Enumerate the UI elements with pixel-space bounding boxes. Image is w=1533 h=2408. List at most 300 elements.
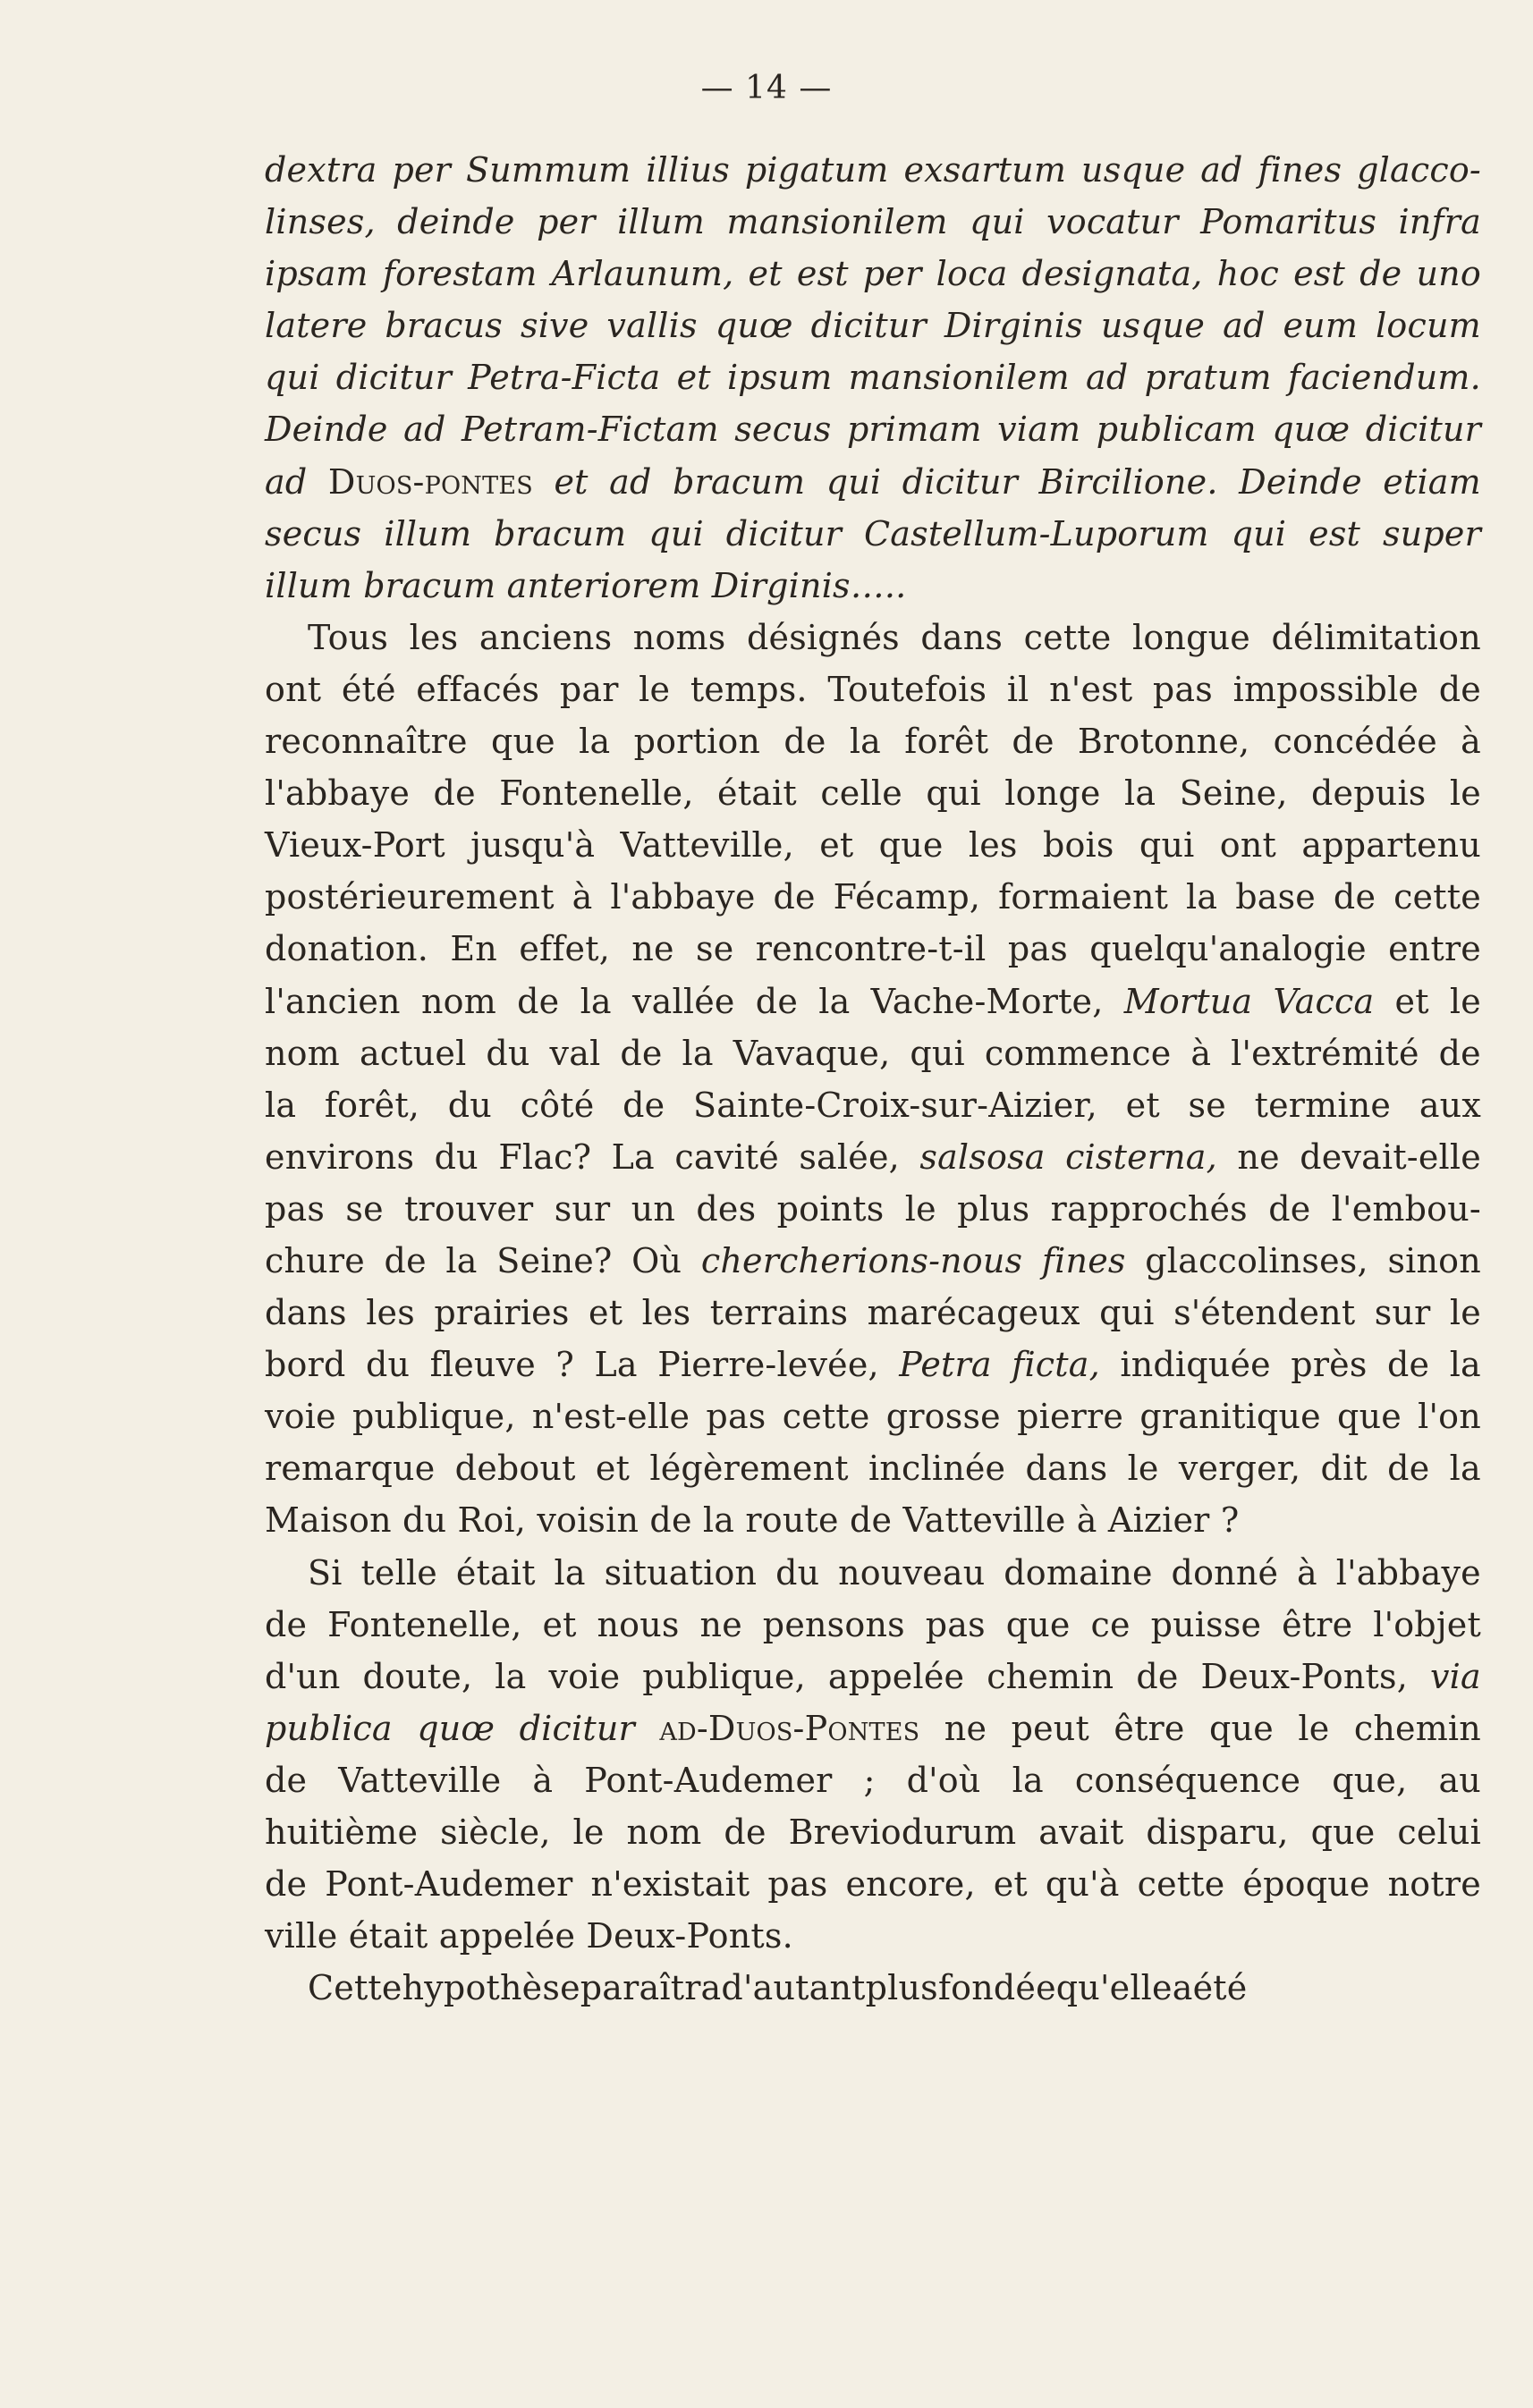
word: les: [968, 825, 1018, 866]
word: et: [676, 358, 711, 398]
word: Deux-Ponts,: [1200, 1656, 1408, 1696]
word: reconnaître: [265, 722, 468, 762]
word: pas: [265, 1188, 326, 1229]
word: faciendum.: [1287, 358, 1481, 398]
word: grosse: [885, 1397, 1001, 1437]
word: le: [1127, 1449, 1159, 1489]
word: salsosa: [919, 1136, 1046, 1177]
word: de: [1333, 877, 1376, 917]
word: de: [265, 1864, 308, 1905]
word: se: [345, 1188, 384, 1229]
word: pierre: [1017, 1397, 1124, 1437]
word: au: [1438, 1760, 1481, 1800]
word: dans: [265, 1293, 347, 1333]
word: trouver: [404, 1188, 534, 1229]
word: ont: [1219, 825, 1277, 866]
word: côté: [520, 1085, 595, 1125]
word: de: [265, 1760, 308, 1800]
word: était: [455, 1552, 536, 1593]
word: noms: [632, 617, 726, 657]
word: quœ: [417, 1708, 495, 1748]
word: dicitur: [810, 306, 927, 346]
word: est: [1293, 254, 1345, 294]
word: Deinde: [1239, 461, 1362, 502]
word: devait-elle: [1300, 1136, 1481, 1177]
word: ipsum: [726, 358, 833, 398]
word: de: [773, 877, 816, 917]
word: s'étendent: [1173, 1293, 1356, 1333]
word: et: [748, 254, 783, 294]
word: Tous: [308, 617, 389, 657]
word: secus: [265, 513, 362, 553]
word: paraîtra: [580, 1968, 722, 2008]
word: le: [1449, 773, 1481, 814]
word: l'objet: [1373, 1604, 1481, 1644]
word: dans: [1025, 1449, 1108, 1489]
word: ne: [944, 1708, 987, 1748]
word: et: [542, 1604, 577, 1644]
word: ce: [1090, 1604, 1131, 1644]
word: dicitur: [1365, 410, 1481, 450]
word: par: [559, 669, 619, 709]
word: Breviodurum: [788, 1812, 1017, 1852]
word: l'ancien: [265, 981, 401, 1021]
word: de: [1387, 1449, 1430, 1489]
word: publica: [265, 1708, 393, 1748]
word: fleuve: [429, 1345, 536, 1385]
word: Petra-Ficta: [468, 358, 661, 398]
word: debout: [454, 1449, 576, 1489]
text-line: [265, 150, 1481, 202]
word: formaient: [998, 877, 1169, 917]
word: publicam: [1096, 410, 1257, 450]
word: notre: [1387, 1864, 1481, 1905]
word: loca: [936, 254, 1008, 294]
word: la: [1124, 773, 1156, 814]
word: portion: [633, 722, 761, 762]
word: et: [554, 461, 589, 502]
word: la: [818, 981, 851, 1021]
word: voie: [265, 1397, 336, 1437]
word: du: [486, 1033, 530, 1073]
word: dit: [1320, 1449, 1368, 1489]
word: Summum: [465, 150, 631, 190]
word: Cette: [308, 1968, 402, 2008]
word: le: [1449, 1293, 1481, 1333]
word: deinde: [397, 202, 515, 242]
text-line: [265, 982, 1481, 1034]
word: Castellum-Luporum: [864, 513, 1209, 553]
word: avait: [1038, 1812, 1124, 1852]
word: commence: [984, 1033, 1172, 1073]
word: dextra: [265, 150, 377, 190]
word: à: [1461, 722, 1481, 762]
word: pensons: [762, 1604, 905, 1644]
word: cette: [1137, 1864, 1225, 1905]
word: jusqu'à: [470, 825, 596, 866]
text-line: [265, 410, 1481, 461]
text-line: [265, 1812, 1481, 1864]
word: Pont-Audemer: [584, 1760, 833, 1800]
text-line: [265, 254, 1481, 306]
text-line: [265, 1968, 1481, 2020]
text-line: [265, 358, 1481, 410]
word: chemin: [1353, 1708, 1481, 1748]
word: Pierre-levée,: [657, 1345, 879, 1385]
word: bracum: [494, 513, 627, 553]
word: Vatteville: [338, 1760, 502, 1800]
word: longue: [1131, 617, 1250, 657]
word: nouveau: [838, 1552, 986, 1593]
text-line: [265, 773, 1481, 825]
word: Seine,: [1179, 773, 1288, 814]
word: val: [549, 1033, 601, 1073]
word: usque: [1081, 150, 1186, 190]
text-line: [265, 1397, 1481, 1449]
word: est: [796, 254, 849, 294]
text-line: [265, 202, 1481, 254]
word: bois: [1042, 825, 1114, 866]
word: vallée: [631, 981, 735, 1021]
word: forestam: [382, 254, 538, 294]
word: a: [1172, 1968, 1193, 2008]
word: Fontenelle,: [327, 1604, 522, 1644]
word: et: [595, 1449, 631, 1489]
word: nous: [597, 1604, 680, 1644]
word: glaccolinses,: [1145, 1240, 1368, 1280]
word: inclinée: [868, 1449, 1006, 1489]
word: Vache-Morte,: [870, 981, 1104, 1021]
word: sinon: [1387, 1240, 1481, 1280]
word: ad: [1223, 306, 1266, 346]
word: la: [849, 722, 882, 762]
word: effacés: [416, 669, 540, 709]
word: anciens: [479, 617, 613, 657]
word: ne: [631, 929, 674, 969]
word: rencontre-t-il: [755, 929, 987, 969]
text-line: [265, 877, 1481, 929]
word: que: [1337, 1397, 1402, 1437]
word: le: [572, 1812, 605, 1852]
word: qui: [1139, 825, 1195, 866]
text-line: [265, 1293, 1481, 1345]
word: Fécamp,: [833, 877, 981, 917]
word: pas: [767, 1864, 828, 1905]
word: temps.: [690, 669, 808, 709]
word: fines: [1258, 150, 1342, 190]
word: et: [1125, 1085, 1160, 1125]
text-line: [265, 1553, 1481, 1605]
word: forêt: [904, 722, 989, 762]
word: chemin: [987, 1656, 1114, 1696]
word: des: [696, 1188, 757, 1229]
word: la: [1012, 1760, 1044, 1800]
word: que: [1005, 1604, 1071, 1644]
word: postérieurement: [265, 877, 555, 917]
word: latere: [265, 306, 368, 346]
word: désignés: [747, 617, 900, 657]
word: été: [1192, 1968, 1248, 2008]
word: de: [1438, 1033, 1481, 1073]
word: domaine: [1004, 1552, 1153, 1593]
text-line: [265, 1761, 1481, 1812]
word: aux: [1419, 1085, 1481, 1125]
word: entre: [1388, 929, 1481, 969]
word: quœ: [715, 306, 793, 346]
word: de: [1268, 1188, 1311, 1229]
word: siècle,: [440, 1812, 551, 1852]
word: Maison du Roi, voisin de la route de Vatteville à Aizier ?: [265, 1500, 1240, 1541]
word: n'est: [1049, 669, 1133, 709]
text-line: [265, 462, 1481, 514]
word: qui: [648, 513, 704, 553]
word: pas: [1152, 669, 1213, 709]
word: ad: [403, 410, 446, 450]
word: remarque: [265, 1449, 436, 1489]
word: d'un: [265, 1656, 341, 1696]
word: ad: [265, 461, 308, 502]
word: cisterna,: [1065, 1136, 1217, 1177]
word: délimitation: [1271, 617, 1481, 657]
word: qui: [1231, 513, 1287, 553]
word: bracus: [385, 306, 504, 346]
word: disparu,: [1146, 1812, 1289, 1852]
word: nom: [265, 1033, 340, 1073]
text-line: [265, 1345, 1481, 1397]
word: l'extrémité: [1231, 1033, 1419, 1073]
word: le: [1449, 981, 1481, 1021]
word: de: [783, 722, 826, 762]
word: longe: [1004, 773, 1101, 814]
word: qui: [826, 461, 882, 502]
word: indiquée: [1120, 1345, 1271, 1385]
word: publique,: [642, 1656, 806, 1696]
word: de: [1387, 1345, 1430, 1385]
word: verger,: [1178, 1449, 1301, 1489]
word: de: [623, 1085, 665, 1125]
word: bracum: [673, 461, 806, 502]
word: cavité: [674, 1136, 779, 1177]
word: doute,: [362, 1656, 473, 1696]
word: les: [641, 1293, 691, 1333]
word: plus: [957, 1188, 1030, 1229]
word: hoc: [1216, 254, 1279, 294]
word: appartenu: [1301, 825, 1481, 866]
text-line: [265, 1034, 1481, 1086]
word: super: [1382, 513, 1481, 553]
word: usque: [1100, 306, 1206, 346]
word: Brotonne,: [1077, 722, 1250, 762]
word: ne: [1237, 1136, 1280, 1177]
page-number: — 14 —: [700, 70, 833, 106]
word: quelqu'analogie: [1089, 929, 1367, 969]
word: qu'elle: [1055, 1968, 1173, 2008]
word: la: [495, 1656, 527, 1696]
word: du: [434, 1136, 479, 1177]
word: qui: [970, 202, 1025, 242]
word: à: [572, 877, 593, 917]
word: quœ: [1272, 410, 1351, 450]
word: Deinde: [265, 410, 388, 450]
word: il: [1006, 669, 1029, 709]
word: dicitur: [725, 513, 843, 553]
word: et: [819, 825, 854, 866]
word: Si: [308, 1552, 343, 1593]
word: ficta,: [1012, 1345, 1100, 1385]
word: hypothèse: [402, 1968, 580, 2008]
word: dicitur: [902, 461, 1019, 502]
word: termine: [1254, 1085, 1392, 1125]
word: de: [1012, 722, 1054, 762]
word: de: [265, 1604, 308, 1644]
word: n'existait: [590, 1864, 750, 1905]
text-line: [265, 825, 1481, 877]
word: pas: [925, 1604, 986, 1644]
word: de: [755, 981, 799, 1021]
word: cette: [782, 1397, 870, 1437]
word: du: [447, 1085, 492, 1125]
word: Mortua: [1123, 981, 1253, 1021]
text-line: [265, 1086, 1481, 1137]
word: Pomaritus: [1200, 202, 1377, 242]
word: qui: [926, 773, 981, 814]
word: époque: [1242, 1864, 1370, 1905]
word: glacco-: [1357, 150, 1481, 190]
word: dicitur: [519, 1708, 635, 1748]
word: illius: [646, 150, 730, 190]
word: telle: [360, 1552, 437, 1593]
word: per: [862, 254, 922, 294]
word: forêt,: [324, 1085, 420, 1125]
word: secus: [734, 410, 832, 450]
word: Où: [631, 1240, 682, 1280]
text-line: [265, 1709, 1481, 1761]
word: pas: [706, 1397, 766, 1437]
word: et: [1394, 981, 1429, 1021]
word: de: [1359, 254, 1402, 294]
word: linses,: [265, 202, 376, 242]
word: voie: [548, 1656, 621, 1696]
word: Vieux-Port: [265, 825, 445, 866]
word: à: [532, 1760, 554, 1800]
word: ville était appelée Deux-Ponts.: [265, 1916, 793, 1956]
word: prairies: [434, 1293, 570, 1333]
word: eum: [1283, 306, 1359, 346]
word: l'on: [1418, 1397, 1481, 1437]
word: sive: [521, 306, 589, 346]
word: vallis: [606, 306, 698, 346]
word: points: [776, 1188, 885, 1229]
word: la: [445, 1240, 478, 1280]
word: rapprochés: [1050, 1188, 1248, 1229]
word: depuis: [1311, 773, 1427, 814]
word: plus: [865, 1968, 938, 2008]
word: l'embou-: [1331, 1188, 1481, 1229]
text-line: [265, 1189, 1481, 1241]
word: cette: [1393, 877, 1481, 917]
word: Fontenelle,: [499, 773, 694, 814]
word: publique,: [352, 1397, 516, 1437]
word: l'abbaye: [1335, 1552, 1481, 1593]
word: mansionilem: [726, 202, 948, 242]
word: fondée: [937, 1968, 1056, 2008]
word: et: [589, 1293, 623, 1333]
word: situation: [604, 1552, 758, 1593]
word: que: [1209, 1708, 1274, 1748]
word: La: [611, 1136, 655, 1177]
word: etiam: [1383, 461, 1481, 502]
word: via: [1430, 1656, 1481, 1696]
word: granitique: [1139, 1397, 1321, 1437]
text-line: [265, 306, 1481, 358]
word: celle: [820, 773, 902, 814]
word: pigatum: [744, 150, 889, 190]
word: légèrement: [649, 1449, 849, 1489]
word: Dirginis: [944, 306, 1083, 346]
word: Bircilione.: [1038, 461, 1218, 502]
word: donation.: [265, 929, 428, 969]
text-line: [265, 1916, 1481, 1968]
word: le: [639, 669, 671, 709]
word: Petra: [899, 1345, 992, 1385]
word: pas: [1007, 929, 1068, 969]
word: salée,: [799, 1136, 900, 1177]
word: le: [1298, 1708, 1330, 1748]
word: la: [554, 1552, 586, 1593]
word: près: [1291, 1345, 1368, 1385]
word: se: [1188, 1085, 1226, 1125]
word: du: [775, 1552, 820, 1593]
word: vocatur: [1046, 202, 1179, 242]
word: actuel: [359, 1033, 467, 1073]
word: environs: [265, 1136, 415, 1177]
word: appelée: [827, 1656, 965, 1696]
word: nom: [626, 1812, 702, 1852]
word: bord: [265, 1345, 346, 1385]
word: Seine?: [496, 1240, 613, 1280]
word: exsartum: [903, 150, 1067, 190]
word: de: [384, 1240, 427, 1280]
word: huitième: [265, 1812, 419, 1852]
word: était: [717, 773, 797, 814]
word: En: [450, 929, 497, 969]
word: primam: [847, 410, 982, 450]
word: viam: [997, 410, 1081, 450]
word: être: [1282, 1604, 1353, 1644]
word: Vacca: [1273, 981, 1375, 1021]
word: infra: [1398, 202, 1481, 242]
word: qui: [1099, 1293, 1155, 1333]
text-line: [265, 1605, 1481, 1657]
word: cette: [1023, 617, 1112, 657]
word: celui: [1397, 1812, 1481, 1852]
word: l'abbaye: [610, 877, 756, 917]
word: dicitur: [335, 358, 452, 398]
word: d'autant: [721, 1968, 866, 2008]
word: chercherions-nous: [700, 1240, 1023, 1280]
word: les: [366, 1293, 415, 1333]
word: illum: [617, 202, 706, 242]
word: qu'à: [1045, 1864, 1120, 1905]
word: à: [1297, 1552, 1317, 1593]
word: de: [517, 981, 560, 1021]
word: de: [724, 1812, 766, 1852]
word: ont: [265, 669, 322, 709]
word: Sainte-Croix-sur-Aizier,: [693, 1085, 1097, 1125]
word: ?: [555, 1345, 574, 1385]
word: ad: [609, 461, 652, 502]
word: n'est-elle: [531, 1397, 690, 1437]
